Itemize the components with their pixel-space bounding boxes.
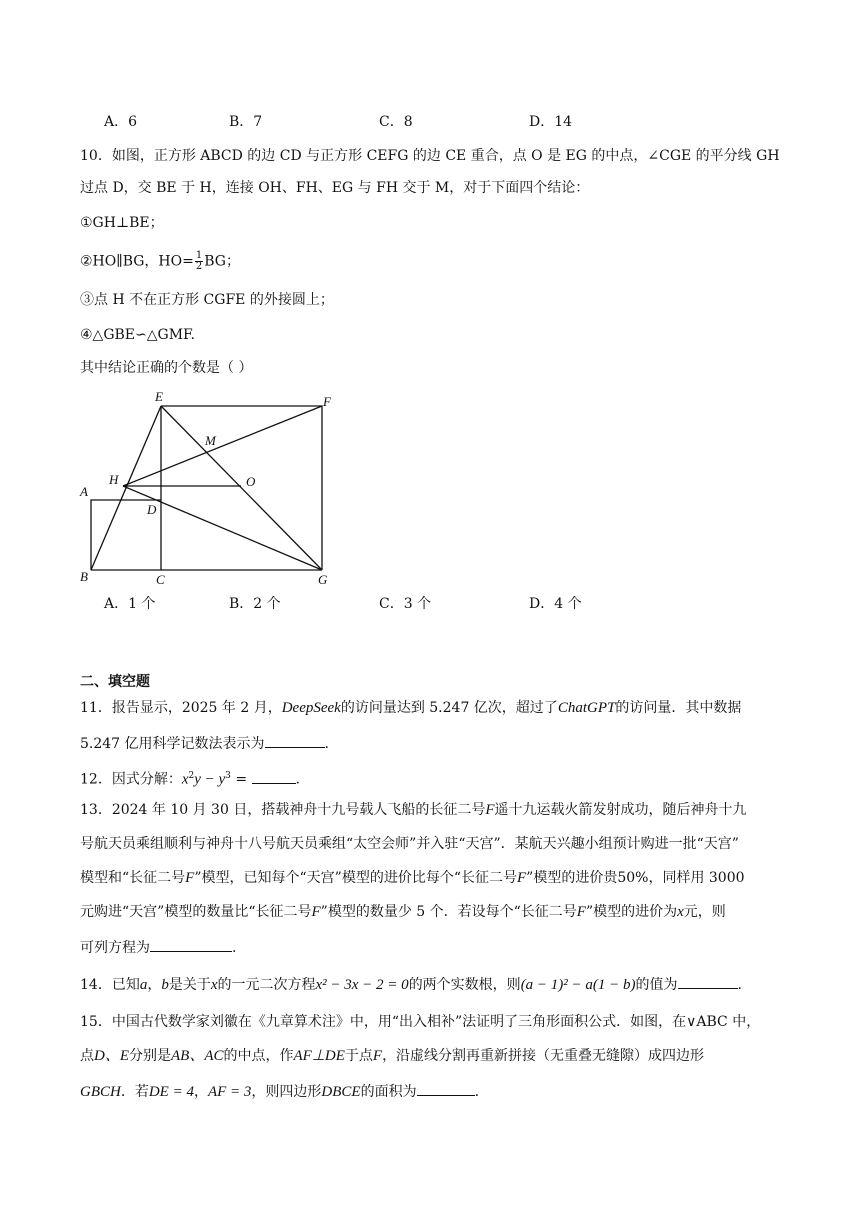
q13-line1: 13．2024 年 10 月 30 日，搭载神舟十九号载人飞船的长征二号F遥十九运载火箭发射成功，随后神舟十九 (80, 802, 747, 818)
q13-line4: 元购进“天宫”模型的数量比“长征二号F”模型的数量少 5 个．若设每个“长征二号F”模型的进价为x元，则 (80, 904, 726, 920)
q11-line1: 11．报告显示，2025 年 2 月，DeepSeek的访问量达到 5.247 亿次，超过了ChatGPT的访问量．其中数据 (80, 700, 742, 716)
q13-line3: 模型和“长征二号F”模型，已知每个“天宫”模型的进价比每个“长征二号F”模型的进价贵50%，同样用 3000 (80, 870, 745, 886)
label-A: A (80, 484, 88, 499)
q9-option-d: D．14 (529, 114, 573, 130)
q12-answer-blank[interactable] (252, 768, 296, 784)
segment-eg (161, 406, 322, 570)
q10-conclusion-1: ①GH⊥BE； (80, 215, 164, 231)
q15-line1: 15．中国古代数学家刘徽在《九章算术注》中，用“出入相补”法证明了三角形面积公式．如图，在∨ABC 中， (80, 1014, 761, 1030)
q11-chatgpt: ChatGPT (557, 700, 616, 716)
q9-option-c: C．8 (379, 114, 413, 130)
label-D: D (147, 502, 157, 517)
label-E: E (155, 389, 163, 404)
q15-line3: GBCH．若DE = 4，AF = 3，则四边形DBCE的面积为 . (80, 1080, 479, 1102)
q10-question: 其中结论正确的个数是（ ） (80, 360, 253, 376)
label-B: B (80, 569, 88, 584)
geometry-figure (75, 388, 345, 588)
section-title-fill-in: 二、填空题 (80, 674, 150, 690)
q9-options (104, 112, 664, 132)
q14-expression: (a − 1)² − a(1 − b) (520, 977, 636, 993)
q10-conclusion-4: ④△GBE∽△GMF. (80, 327, 196, 343)
q10-stem-line2: 过点 D，交 BE 于 H，连接 OH、FH、EG 与 FH 交于 M，对于下面四个结论： (80, 180, 590, 196)
q10-options (104, 594, 664, 614)
fraction-one-half: $\frac{1}{2}$ (195, 250, 203, 272)
segment-be (91, 406, 161, 570)
q10-option-a: A．1 个 (104, 596, 156, 612)
label-G: G (318, 572, 328, 587)
q10-stem-line1: 10．如图，正方形 ABCD 的边 CD 与正方形 CEFG 的边 CE 重合，点 O 是 EG 的中点，∠CGE 的平分线 GH (80, 148, 780, 164)
q13-line2: 号航天员乘组顺利与神舟十八号航天员乘组“太空会师”并入驻“天宫”．某航天兴趣小组预计购进一批“天宫” (80, 836, 739, 852)
label-C: C (156, 572, 165, 587)
q10-option-b: B．2 个 (229, 596, 281, 612)
q10-option-c: C．3 个 (379, 596, 432, 612)
label-O: O (246, 474, 256, 489)
label-M: M (205, 433, 216, 448)
label-F: F (323, 394, 331, 409)
q14-equation: x² − 3x − 2 = 0 (315, 977, 409, 993)
q13-line5: 可列方程为 . (80, 936, 236, 958)
segment-hf (123, 406, 322, 486)
q15-line2: 点D、E分别是AB、AC的中点，作AF⊥DE于点F，沿虚线分割再重新拼接（无重叠无缝隙）成四边形 (80, 1048, 705, 1064)
q9-option-b: B．7 (229, 114, 263, 130)
label-H: H (109, 472, 119, 487)
q11-answer-blank[interactable] (265, 732, 325, 748)
q10-conclusion-2: ②HO∥BG，HO= $\frac{1}{2}$ BG； (80, 250, 240, 272)
segment-gh (123, 486, 322, 570)
q10-option-d: D．4 个 (529, 596, 582, 612)
q9-option-a: A．6 (104, 114, 138, 130)
q12-line: 12．因式分解：$x^2y - y^3$ = . (80, 766, 300, 790)
q14-line: 14．已知a，b是关于x的一元二次方程x² − 3x − 2 = 0的两个实数根，则(a − 1)² − a(1 − b)的值为 . (80, 973, 742, 995)
q10-conclusion-3: ③点 H 不在正方形 CGFE 的外接圆上； (80, 292, 334, 308)
q11-line2: 5.247 亿用科学记数法表示为 . (80, 732, 329, 754)
q15-answer-blank[interactable] (417, 1080, 475, 1096)
q13-answer-blank[interactable] (150, 936, 232, 952)
q11-deepseek: DeepSeek (281, 700, 341, 716)
q14-answer-blank[interactable] (678, 973, 738, 989)
